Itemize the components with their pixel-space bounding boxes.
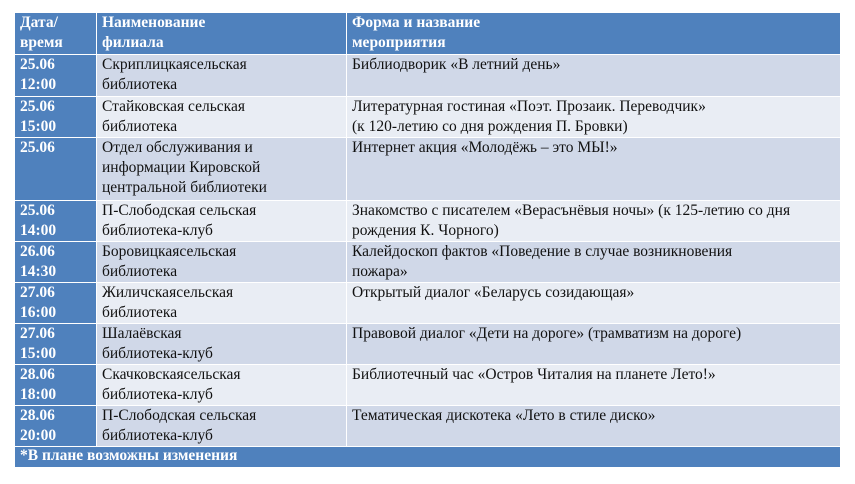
branch-line <box>102 324 341 344</box>
event-cell <box>347 324 841 365</box>
branch-line: библиотека-клуб <box>102 427 213 444</box>
table-row <box>15 201 841 242</box>
event-cell <box>347 365 841 406</box>
date-time-cell <box>15 138 97 201</box>
date-value: 25.06 <box>20 139 55 156</box>
branch-name-part: Стайковская сельская <box>102 98 245 115</box>
branch-name-part: Жиличская <box>102 284 177 301</box>
branch-cell <box>97 97 347 138</box>
header-date <box>15 13 97 55</box>
branch-cell <box>97 201 347 242</box>
event-title: Библиотечный час «Остров Читалия на планете Лето!» <box>352 366 716 383</box>
branch-cell <box>97 324 347 365</box>
table-row <box>15 97 841 138</box>
branch-line: библиотека <box>102 76 178 93</box>
table-row <box>15 55 841 97</box>
branch-line: библиотека-клуб <box>102 222 213 239</box>
branch-line <box>102 406 341 426</box>
branch-line: библиотека <box>102 263 178 280</box>
event-cell <box>347 283 841 324</box>
time-value: 12:00 <box>20 76 57 93</box>
date-time-cell <box>15 283 97 324</box>
header-date-line1: Дата/ <box>20 14 58 31</box>
date-value: 28.06 <box>20 407 55 424</box>
time-value: 15:00 <box>20 345 57 362</box>
branch-line <box>102 138 341 158</box>
event-title: Калейдоскоп фактов «Поведение в случае возникновения <box>352 243 733 260</box>
branch-line <box>102 242 341 262</box>
branch-name-part: Скриплицкая <box>102 56 190 73</box>
header-branch-line1: Наименование <box>102 14 206 31</box>
branch-type-part: сельская <box>183 366 241 383</box>
branch-line: библиотека <box>102 304 178 321</box>
branch-name-part: Шалаёвская <box>102 325 182 342</box>
event-cell <box>347 406 841 447</box>
branch-line: библиотека-клуб <box>102 345 213 362</box>
branch-line <box>102 283 341 303</box>
branch-line: центральной библиотеки <box>102 179 267 196</box>
branch-line: библиотека-клуб <box>102 386 213 403</box>
branch-cell <box>97 242 347 283</box>
branch-type-part: сельская <box>179 243 237 260</box>
date-time-cell <box>15 242 97 283</box>
date-time-cell <box>15 324 97 365</box>
date-value: 27.06 <box>20 284 55 301</box>
event-title-cont: (к 120-летию со дня рождения П. Бровки) <box>352 118 628 135</box>
date-time-cell <box>15 55 97 97</box>
branch-cell <box>97 55 347 97</box>
event-cell <box>347 138 841 201</box>
event-cell <box>347 201 841 242</box>
events-table <box>14 12 841 468</box>
footer-row <box>15 447 841 468</box>
footer-note: *В плане возможны изменения <box>15 447 841 468</box>
time-value: 15:00 <box>20 118 57 135</box>
branch-name-part: П-Слободская сельская <box>102 407 257 424</box>
branch-cell <box>97 138 347 201</box>
table-row <box>15 406 841 447</box>
time-value: 14:00 <box>20 222 57 239</box>
event-title: Открытый диалог «Беларусь созидающая» <box>352 284 635 301</box>
branch-type-part: сельская <box>189 56 247 73</box>
table-row <box>15 324 841 365</box>
header-branch <box>97 13 347 55</box>
date-value: 25.06 <box>20 56 55 73</box>
branch-name-part: Отдел обслуживания и <box>102 139 253 156</box>
branch-cell <box>97 406 347 447</box>
event-title: Правовой диалог «Дети на дороге» (трамватизм на дороге) <box>352 325 742 342</box>
branch-cell <box>97 283 347 324</box>
header-event <box>347 13 841 55</box>
branch-name-part: П-Слободская сельская <box>102 202 257 219</box>
header-event-line1: Форма и название <box>352 14 481 31</box>
date-value: 27.06 <box>20 325 55 342</box>
time-value: 18:00 <box>20 386 57 403</box>
date-time-cell <box>15 97 97 138</box>
branch-line <box>102 55 341 75</box>
date-value: 28.06 <box>20 366 55 383</box>
date-value: 25.06 <box>20 98 55 115</box>
event-title-cont: пожара» <box>352 263 408 280</box>
table-row <box>15 365 841 406</box>
branch-line: библиотека <box>102 118 178 135</box>
date-time-cell <box>15 365 97 406</box>
branch-type-part: сельская <box>176 284 234 301</box>
date-time-cell <box>15 406 97 447</box>
date-value: 26.06 <box>20 243 55 260</box>
event-title: Знакомство с писателем «Верасънёвыя ночы» (к 125-летию со дня <box>352 202 791 219</box>
header-date-line2: время <box>20 34 63 51</box>
event-title: Тематическая дискотека «Лето в стиле диско» <box>352 407 656 424</box>
branch-line <box>102 97 341 117</box>
table-row <box>15 242 841 283</box>
time-value: 20:00 <box>20 427 57 444</box>
branch-name-part: Скачковская <box>102 366 184 383</box>
branch-name-part: Боровицкая <box>102 243 180 260</box>
date-value: 25.06 <box>20 202 55 219</box>
event-cell <box>347 242 841 283</box>
branch-line <box>102 201 341 221</box>
date-time-cell <box>15 201 97 242</box>
event-title: Литературная гостиная «Поэт. Прозаик. Переводчик» <box>352 98 706 115</box>
event-cell <box>347 55 841 97</box>
time-value: 16:00 <box>20 304 57 321</box>
header-branch-line2: филиала <box>102 34 164 51</box>
event-title: Библиодворик «В летний день» <box>352 56 561 73</box>
time-value: 14:30 <box>20 263 57 280</box>
branch-line: информации Кировской <box>102 159 261 176</box>
header-event-line2: мероприятия <box>352 34 446 51</box>
header-row <box>15 13 841 55</box>
event-cell <box>347 97 841 138</box>
event-title: Интернет акция «Молодёжь – это МЫ!» <box>352 139 618 156</box>
table-row <box>15 283 841 324</box>
branch-line <box>102 365 341 385</box>
event-title-cont: рождения К. Чорного) <box>352 222 499 239</box>
branch-cell <box>97 365 347 406</box>
table-row <box>15 138 841 201</box>
